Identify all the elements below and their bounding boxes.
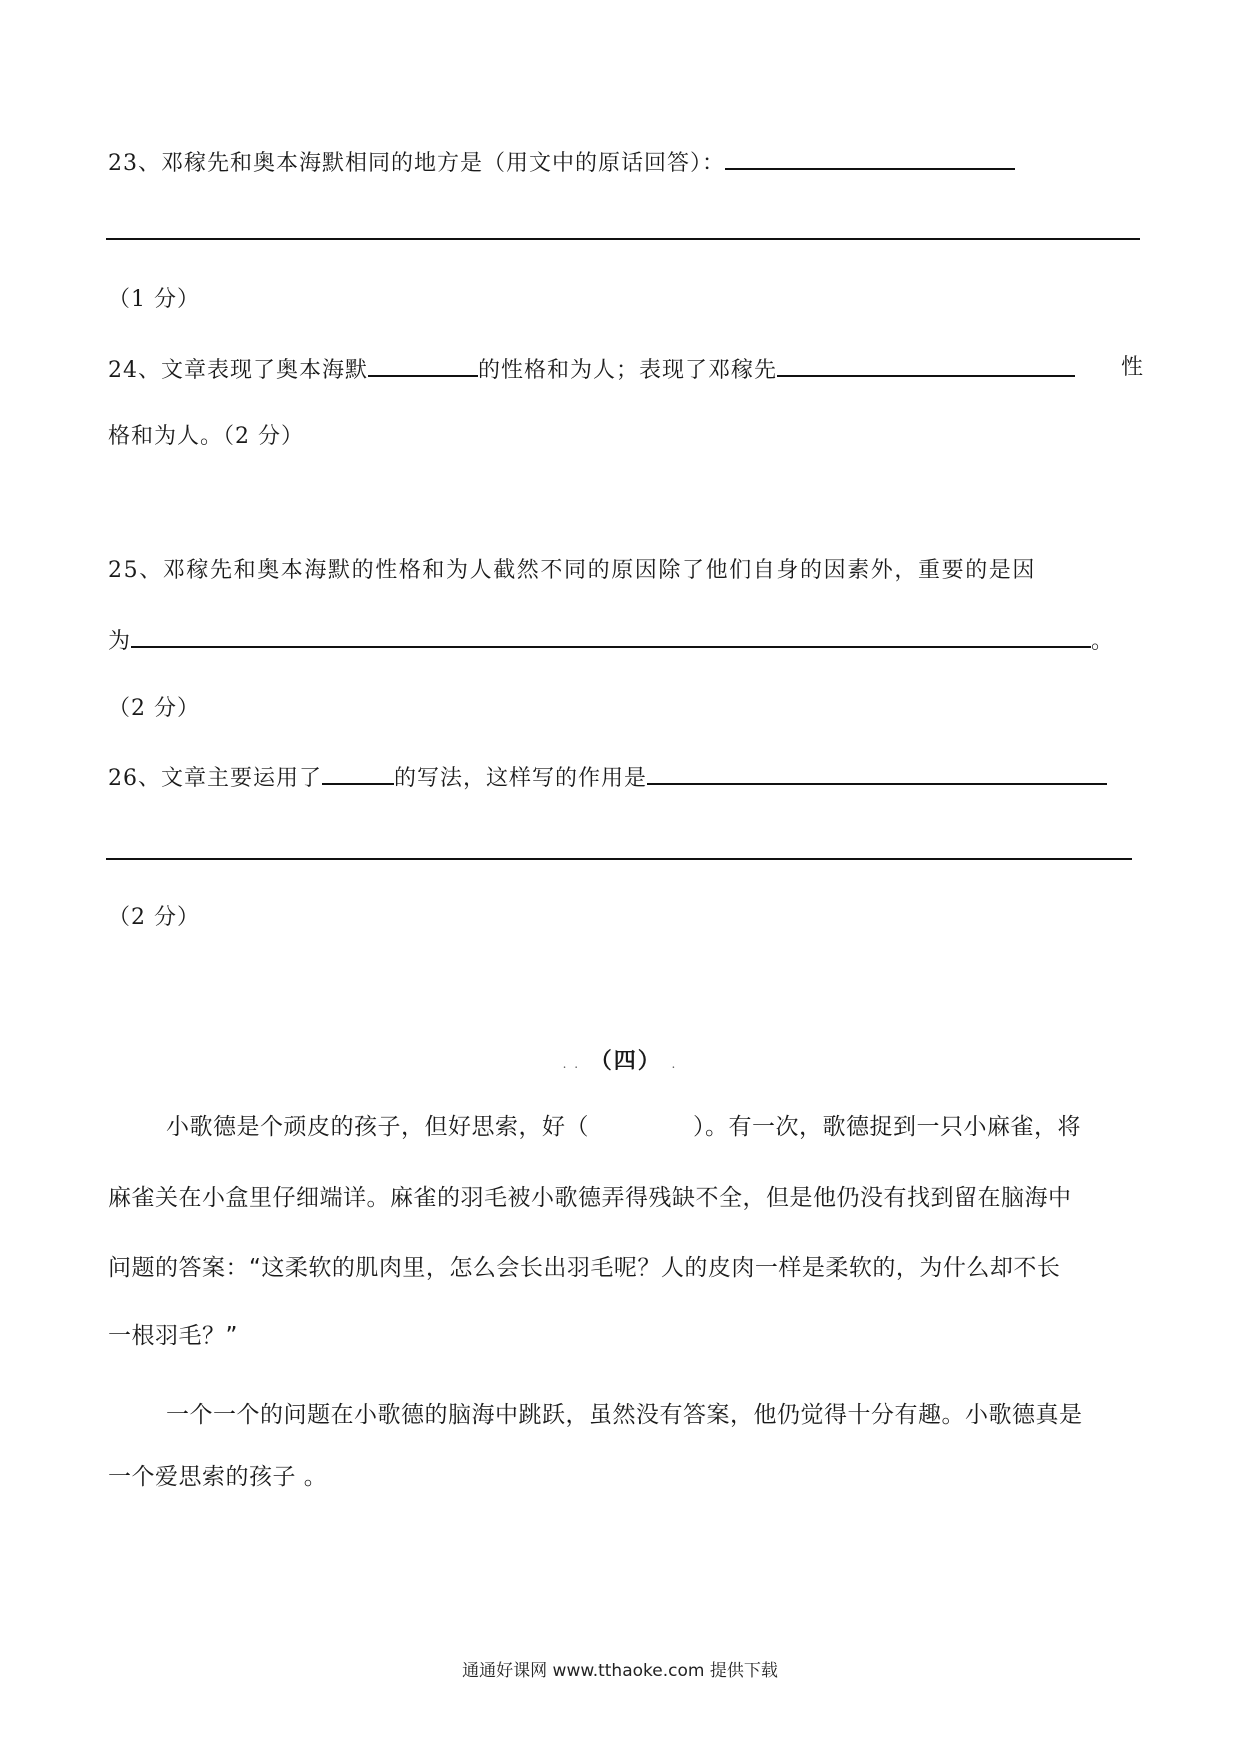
question-26: [108, 761, 1107, 794]
passage-line-1: [166, 1112, 1146, 1142]
question-26-part2: 的写法，这样写的作用是: [394, 766, 648, 791]
answer-blank-24b[interactable]: [777, 353, 1075, 377]
question-25-end: 。: [1091, 629, 1115, 654]
question-24-part1: 24、文章表现了奥本海默: [108, 358, 368, 383]
question-26-part1: 26、文章主要运用了: [108, 766, 322, 791]
answer-line-23b[interactable]: [106, 238, 1140, 240]
question-23-score: （1 分）: [108, 287, 200, 312]
question-25-line2: [108, 624, 1114, 657]
passage-line-3: 问题的答案：“这柔软的肌肉里，怎么会长出羽毛呢？人的皮肉一样是柔软的，为什么却不长: [108, 1255, 1061, 1281]
question-26-score: （2 分）: [108, 905, 200, 930]
answer-blank-26a[interactable]: [322, 761, 394, 785]
page-footer: 通通好课网 www.tthaoke.com 提供下载: [462, 1661, 778, 1681]
section-heading: （四）: [589, 1048, 662, 1074]
question-23: [108, 146, 1015, 179]
passage-line-1-a: 小歌德是个顽皮的孩子，但好思索，好（: [166, 1114, 589, 1140]
answer-blank-24a[interactable]: [368, 353, 478, 377]
passage-line-4: 一根羽毛？”: [108, 1323, 238, 1349]
question-24-part3: 性: [1120, 355, 1144, 380]
question-25-start: 为: [108, 629, 132, 654]
question-23-prompt: 23、邓稼先和奥本海默相同的地方是（用文中的原话回答）：: [108, 151, 725, 176]
question-25-score: （2 分）: [108, 696, 200, 721]
section-title: [0, 1044, 1240, 1075]
answer-line-26c[interactable]: [106, 858, 1132, 860]
answer-blank-25[interactable]: [131, 624, 1091, 648]
passage-line-2: 麻雀关在小盒里仔细端详。麻雀的羽毛被小歌德弄得残缺不全，但是他仍没有找到留在脑海中: [108, 1185, 1072, 1211]
passage-line-6: 一个爱思索的孩子 。: [108, 1464, 328, 1490]
question-24-line2: 格和为人。（2 分）: [108, 424, 304, 449]
question-24: [108, 353, 1144, 386]
question-24-part2: 的性格和为人；表现了邓稼先: [478, 358, 778, 383]
section-dots-left: . .: [562, 1057, 581, 1071]
passage-line-5: 一个一个的问题在小歌德的脑海中跳跃，虽然没有答案，他仍觉得十分有趣。小歌德真是: [166, 1402, 1083, 1428]
question-25-line1: 25、邓稼先和奥本海默的性格和为人截然不同的原因除了他们自身的因素外，重要的是因: [108, 558, 1036, 583]
passage-line-1-b: ）。有一次，歌德捉到一只小麻雀，将: [693, 1114, 1081, 1140]
section-dots-right: .: [671, 1057, 678, 1071]
answer-blank-26b[interactable]: [647, 761, 1107, 785]
answer-blank-23a[interactable]: [725, 146, 1015, 170]
